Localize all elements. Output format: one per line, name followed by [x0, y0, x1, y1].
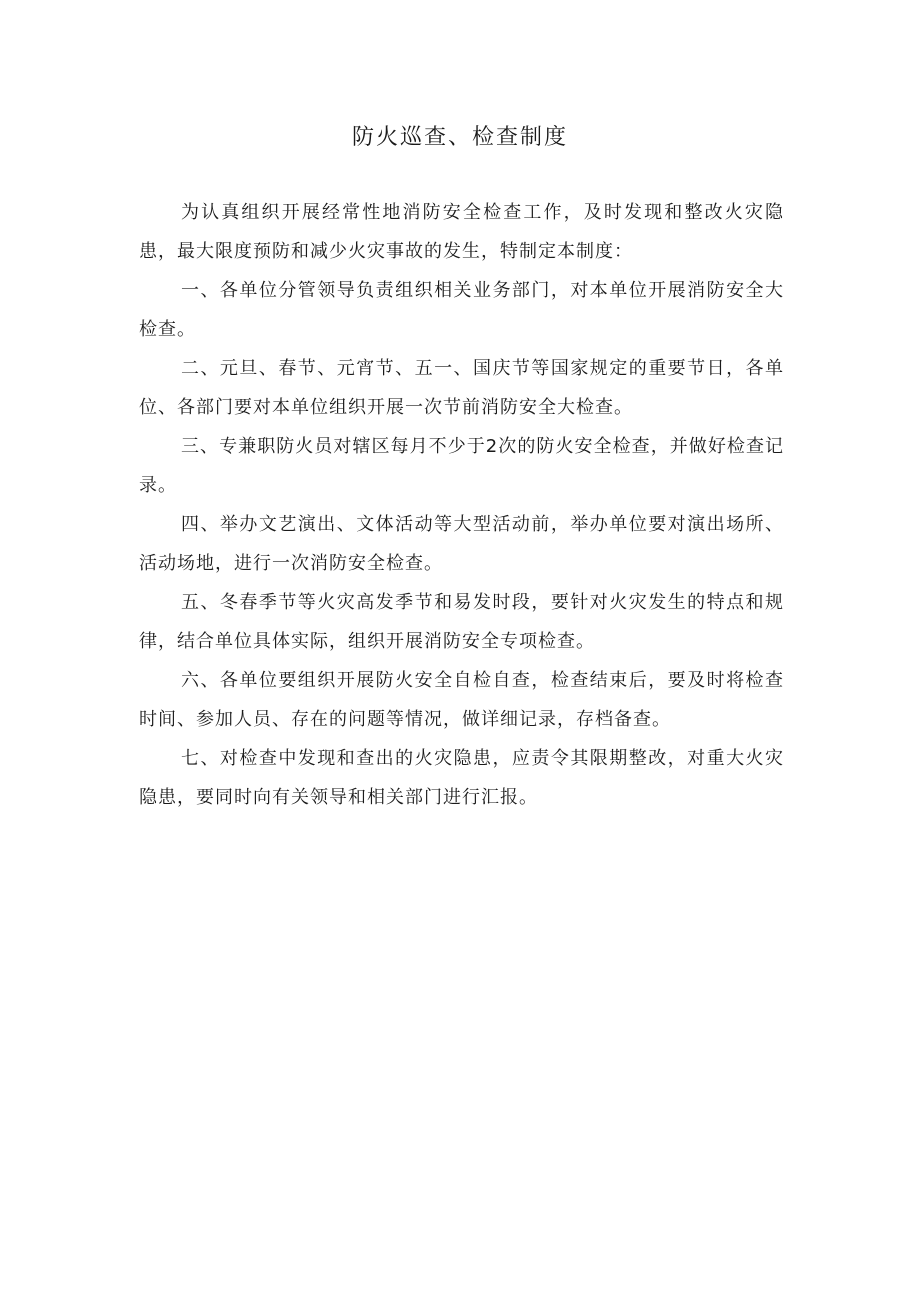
rule-paragraph-5: 五、冬春季节等火灾高发季节和易发时段，要针对火灾发生的特点和规律，结合单位具体实际，组织开展消防安全专项检查。 [139, 592, 784, 652]
document-title: 防火巡查、检查制度 [351, 125, 568, 150]
document-body [139, 193, 784, 817]
rule-paragraph-2: 二、元旦、春节、元宵节、五一、国庆节等国家规定的重要节日，各单位、各部门要对本单位组织开展一次节前消防安全大检查。 [139, 358, 784, 418]
intro-paragraph: 为认真组织开展经常性地消防安全检查工作，及时发现和整改火灾隐患，最大限度预防和减少火灾事故的发生，特制定本制度： [139, 202, 784, 262]
rule-paragraph-7: 七、对检查中发现和查出的火灾隐患，应责令其限期整改，对重大火灾隐患，要同时向有关领导和相关部门进行汇报。 [139, 748, 784, 808]
rule-paragraph-3: 三、专兼职防火员对辖区每月不少于2次的防火安全检查，并做好检查记录。 [139, 436, 784, 496]
rule-paragraph-6: 六、各单位要组织开展防火安全自检自查，检查结束后，要及时将检查时间、参加人员、存在的问题等情况，做详细记录，存档备查。 [139, 670, 784, 730]
rule-paragraph-4: 四、举办文艺演出、文体活动等大型活动前，举办单位要对演出场所、活动场地，进行一次消防安全检查。 [139, 514, 784, 574]
rule-paragraph-1: 一、各单位分管领导负责组织相关业务部门，对本单位开展消防安全大检查。 [139, 280, 784, 340]
